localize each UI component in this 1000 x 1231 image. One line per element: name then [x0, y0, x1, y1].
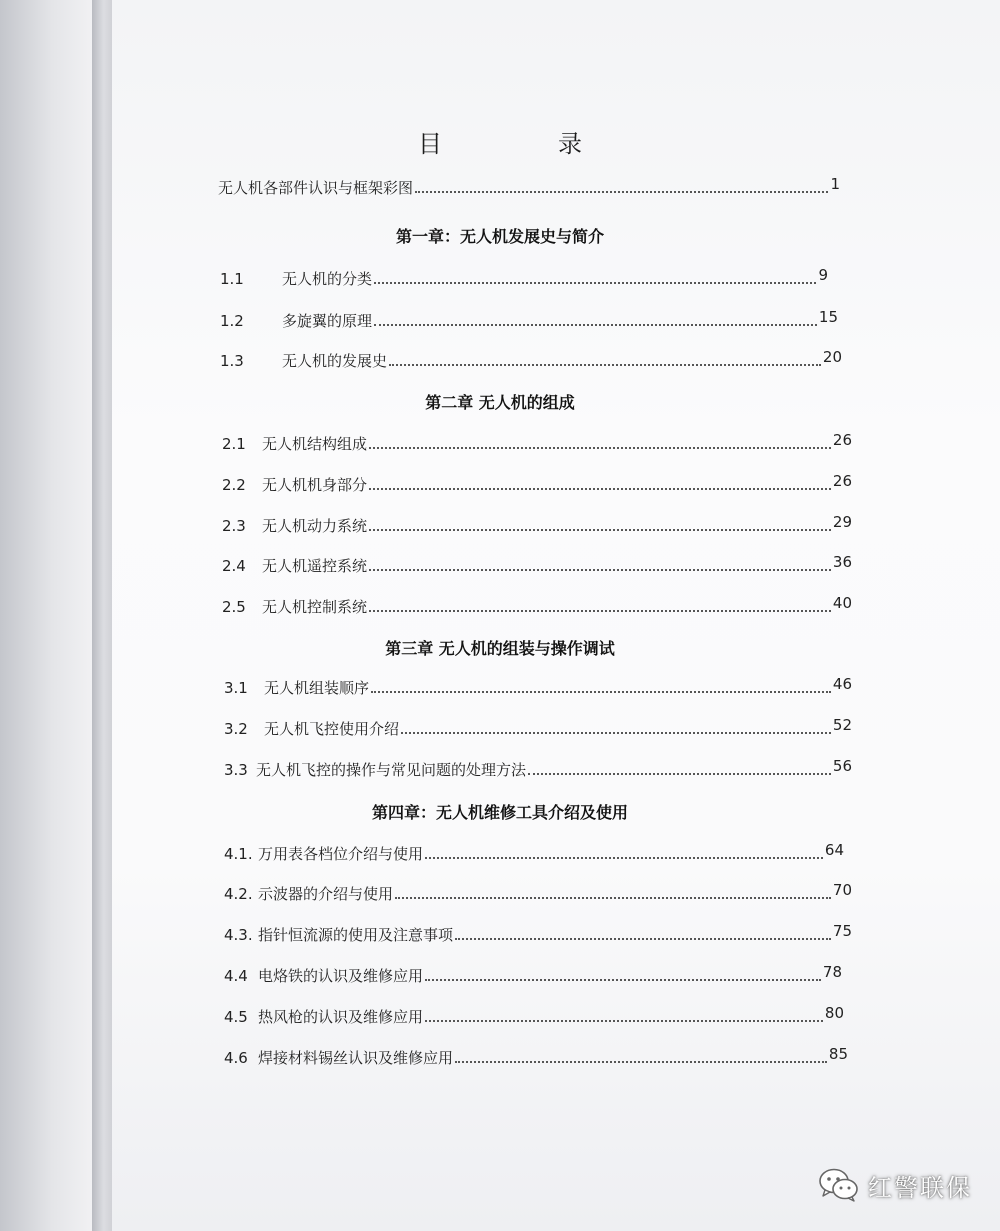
toc-page-number: 75: [832, 922, 852, 940]
dot-leader: [369, 529, 831, 531]
toc-entry: [224, 881, 852, 904]
dot-leader: [395, 897, 831, 899]
toc-page-number: 46: [832, 675, 852, 693]
toc-section-number: 4.4: [224, 967, 248, 985]
toc-section-number: 4.5: [224, 1008, 248, 1026]
toc-section-number: 2.4: [222, 557, 246, 575]
dot-leader: [401, 732, 831, 734]
toc-entry-text: 无人机结构组成: [262, 435, 368, 453]
toc-entry-text: 无人机的分类: [282, 270, 373, 288]
dot-leader: [369, 447, 831, 449]
toc-entry-text: 电烙铁的认识及维修应用: [258, 967, 424, 985]
wechat-icon: [818, 1167, 860, 1203]
toc-entry: [222, 472, 852, 495]
toc-entry: [222, 513, 852, 536]
dot-leader: [369, 488, 831, 490]
toc-page-number: 56: [832, 757, 852, 775]
toc-entry: [224, 841, 844, 864]
toc-entry: [222, 594, 852, 617]
toc-entry-text: 多旋翼的原理: [282, 312, 373, 330]
toc-entry-text: 无人机控制系统: [262, 598, 368, 616]
toc-page-number: 1: [830, 175, 840, 193]
toc-entry-text: 热风枪的认识及维修应用: [258, 1008, 424, 1026]
toc-page-number: 36: [832, 553, 852, 571]
dot-leader: [371, 691, 831, 693]
toc-section-number: 1.1: [220, 270, 244, 288]
toc-entry: [220, 348, 842, 371]
watermark-text: 红警联保: [868, 1173, 972, 1202]
toc-section-number: 3.2: [224, 720, 248, 738]
toc-entry: [220, 308, 838, 331]
toc-section-number: 1.2: [220, 312, 244, 330]
toc-entry-text: 无人机飞控的操作与常见问题的处理方法: [256, 761, 527, 779]
toc-entry: [224, 963, 842, 986]
toc-page-number: 26: [832, 472, 852, 490]
toc-section-number: 1.3: [220, 352, 244, 370]
chapter-heading: 第二章 无人机的组成: [425, 393, 575, 412]
dot-leader: [369, 610, 831, 612]
page-title: 目 录: [418, 130, 628, 158]
dot-leader: [425, 857, 823, 859]
chapter-heading: 第四章：无人机维修工具介绍及使用: [371, 803, 628, 822]
toc-page-number: 80: [824, 1004, 844, 1022]
toc-entry-text: 万用表各档位介绍与使用: [258, 845, 424, 863]
dot-leader: [374, 324, 817, 326]
toc-section-number: 2.1: [222, 435, 246, 453]
toc-section-number: 2.3: [222, 517, 246, 535]
toc-entry-text: 无人机遥控系统: [262, 557, 368, 575]
dot-leader: [528, 773, 831, 775]
dot-leader: [455, 1061, 827, 1063]
toc-page-number: 85: [828, 1045, 848, 1063]
toc-entry-text: 无人机机身部分: [262, 476, 368, 494]
chapter-heading: 第一章：无人机发展史与简介: [395, 227, 604, 246]
toc-section-number: 4.6: [224, 1049, 248, 1067]
toc-page-number: 15: [818, 308, 838, 326]
dot-leader: [425, 1020, 823, 1022]
toc-page-number: 40: [832, 594, 852, 612]
toc-entry: [224, 675, 852, 698]
toc-entry: [222, 431, 852, 454]
dot-leader: [374, 282, 816, 284]
toc-section-number: 2.5: [222, 598, 246, 616]
toc-entry: [222, 553, 852, 576]
dot-leader: [415, 191, 828, 193]
toc-entry-text: 无人机组装顺序: [264, 679, 370, 697]
toc-entry-text: 无人机飞控使用介绍: [264, 720, 400, 738]
facing-page-edge: [0, 0, 95, 1231]
toc-entry: [220, 266, 828, 289]
dot-leader: [455, 938, 831, 940]
toc-entry-text: 示波器的介绍与使用: [258, 885, 394, 903]
toc-section-number: 4.3.: [224, 926, 253, 944]
toc-page-number: 20: [822, 348, 842, 366]
toc-page-number: 64: [824, 841, 844, 859]
toc-entry-text: 指针恒流源的使用及注意事项: [258, 926, 454, 944]
dot-leader: [425, 979, 821, 981]
toc-entry: [224, 1004, 844, 1027]
toc-entry: [224, 922, 852, 945]
toc-page-number: 52: [832, 716, 852, 734]
chapter-heading: 第三章 无人机的组装与操作调试: [385, 639, 615, 658]
toc-page-number: 78: [822, 963, 842, 981]
toc-entry: [218, 175, 840, 198]
toc-section-number: 4.2.: [224, 885, 253, 903]
dot-leader: [389, 364, 821, 366]
toc-section-number: 2.2: [222, 476, 246, 494]
toc-section-number: 4.1.: [224, 845, 253, 863]
toc-entry: [224, 757, 852, 780]
toc-entry: [224, 716, 852, 739]
toc-entry-text: 无人机各部件认识与框架彩图: [218, 179, 414, 197]
toc-entry-text: 无人机动力系统: [262, 517, 368, 535]
toc-page-number: 29: [832, 513, 852, 531]
toc-page-number: 70: [832, 881, 852, 899]
toc-entry-text: 焊接材料锡丝认识及维修应用: [258, 1049, 454, 1067]
toc-section-number: 3.1: [224, 679, 248, 697]
dot-leader: [369, 569, 831, 571]
toc-page-number: 26: [832, 431, 852, 449]
toc-entry-text: 无人机的发展史: [282, 352, 388, 370]
toc-page-number: 9: [818, 266, 828, 284]
toc-section-number: 3.3: [224, 761, 248, 779]
toc-entry: [224, 1045, 848, 1068]
watermark: [818, 1167, 972, 1203]
